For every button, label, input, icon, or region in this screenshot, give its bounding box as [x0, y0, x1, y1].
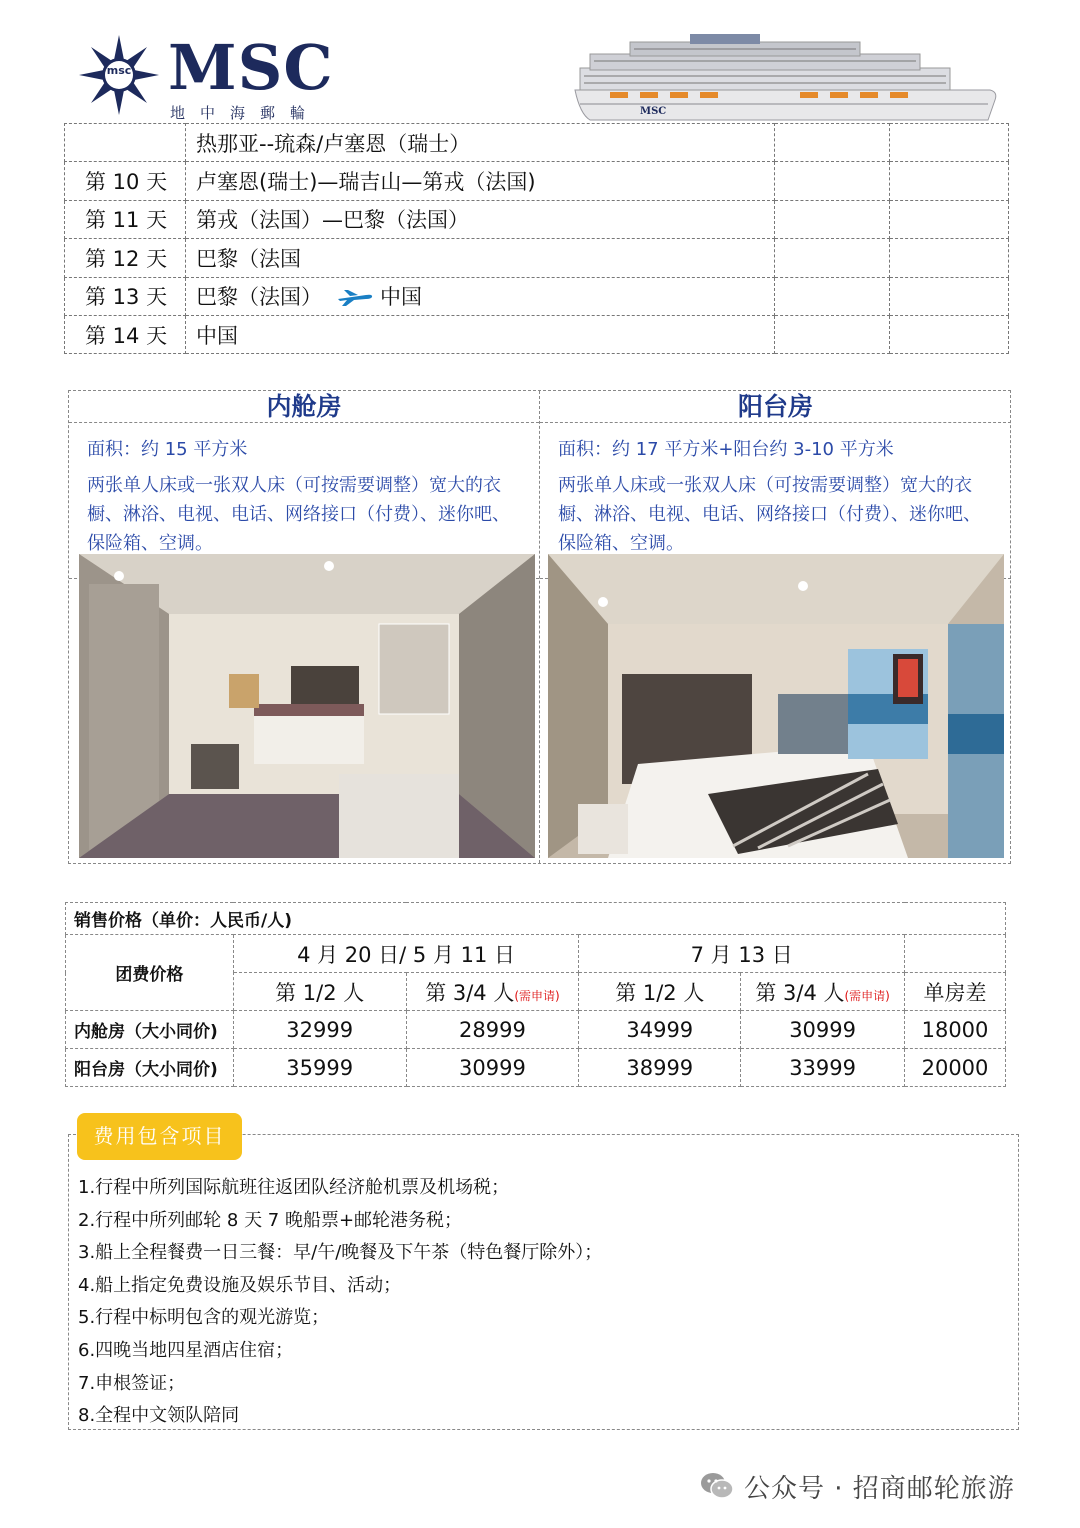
day-cell: 第 11 天 — [65, 200, 186, 238]
list-item: 6.四晚当地四星酒店住宿； — [78, 1339, 294, 1361]
empty-cell — [775, 162, 890, 200]
route-to: 中国 — [380, 285, 422, 310]
empty-cell — [890, 162, 1009, 200]
route-from: 巴黎（法国） — [196, 285, 322, 310]
msc-logo — [78, 30, 334, 122]
date-header-1: 4 月 20 日/ 5 月 11 日 — [233, 935, 579, 973]
apply-note: (需申请) — [844, 988, 890, 1003]
empty-cell — [775, 200, 890, 238]
route-cell — [186, 277, 775, 315]
wechat-watermark — [700, 1466, 1015, 1506]
inside-cabin-description: 两张单人床或一张双人床（可按需要调整）宽大的衣橱、淋浴、电视、电话、网络接口（付费）、迷你吧、保险箱、空调。 — [69, 467, 539, 579]
table-row — [65, 239, 1009, 277]
table-row — [65, 162, 1009, 200]
table-row — [66, 903, 1006, 935]
table-row — [66, 1011, 1006, 1049]
room-types-panel — [68, 390, 1011, 864]
brand-subtitle: 地中海郵輪 — [170, 104, 321, 122]
compass-star-icon — [78, 34, 160, 116]
balcony-cabin-area: 面积：约 17 平方米+阳台约 3-10 平方米 — [558, 439, 894, 460]
inside-cabin-photo — [79, 554, 535, 858]
day-cell: 第 14 天 — [65, 315, 186, 353]
watermark-text: 公众号 · 招商邮轮旅游 — [744, 1473, 1015, 1504]
empty-cell — [775, 277, 890, 315]
list-item: 1.行程中所列国际航班往返团队经济舱机票及机场税； — [78, 1177, 510, 1198]
list-item: 4.船上指定免费设施及娱乐节目、活动； — [78, 1274, 402, 1296]
day-cell: 第 13 天 — [65, 277, 186, 315]
empty-cell — [775, 124, 890, 162]
route-cell: 热那亚--琉森/卢塞恩（瑞士） — [186, 124, 775, 162]
inside-cabin-title: 内舱房 — [69, 391, 539, 423]
empty-cell — [775, 239, 890, 277]
price-cell: 28999 — [406, 1011, 579, 1049]
price-cell: 30999 — [741, 1011, 905, 1049]
list-item: 8.全程中文领队陪同 — [78, 1405, 240, 1427]
itinerary-table — [64, 123, 1009, 354]
route-cell: 巴黎（法国 — [186, 239, 775, 277]
price-cell: 34999 — [579, 1011, 741, 1049]
price-cell: 30999 — [406, 1049, 579, 1087]
table-row — [66, 1049, 1006, 1087]
price-cell: 20000 — [905, 1049, 1006, 1087]
apply-note: (需申请) — [514, 988, 560, 1003]
list-item: 2.行程中所列邮轮 8 天 7 晚船票+邮轮港务税； — [78, 1209, 463, 1231]
day-cell: 第 10 天 — [65, 162, 186, 200]
airplane-icon — [336, 289, 374, 307]
table-row — [66, 935, 1006, 973]
row-label-balcony: 阳台房（大小同价) — [66, 1049, 234, 1087]
route-cell: 中国 — [186, 315, 775, 353]
balcony-cabin-title: 阳台房 — [540, 391, 1011, 423]
balcony-cabin-photo — [548, 554, 1004, 858]
brand-name: MSC — [168, 31, 334, 104]
includes-badge: 费用包含项目 — [77, 1113, 242, 1160]
col-header-3rd-4th: 第 3/4 人(需申请) — [741, 973, 905, 1011]
includes-list — [78, 1172, 602, 1433]
list-item: 5.行程中标明包含的观光游览； — [78, 1307, 330, 1329]
price-table — [65, 902, 1006, 1087]
price-cell: 33999 — [741, 1049, 905, 1087]
route-cell: 卢塞恩(瑞士)—瑞吉山—第戎（法国) — [186, 162, 775, 200]
empty-cell — [890, 239, 1009, 277]
table-row — [65, 315, 1009, 353]
group-price-label: 团费价格 — [66, 935, 234, 1011]
empty-cell — [890, 124, 1009, 162]
single-supplement-header: 单房差 — [905, 973, 1006, 1011]
col-header-3rd-4th: 第 3/4 人(需申请) — [406, 973, 579, 1011]
empty-cell — [890, 315, 1009, 353]
cruise-ship-illustration — [570, 28, 1000, 124]
list-item: 7.申根签证； — [78, 1372, 186, 1394]
row-label-inside: 内舱房（大小同价) — [66, 1011, 234, 1049]
table-row — [65, 277, 1009, 315]
wechat-icon — [700, 1471, 734, 1501]
day-cell: 第 12 天 — [65, 239, 186, 277]
day-cell — [65, 124, 186, 162]
empty-cell — [775, 315, 890, 353]
empty-cell — [890, 277, 1009, 315]
empty-cell — [890, 200, 1009, 238]
inside-cabin-area: 面积：约 15 平方米 — [87, 439, 248, 460]
col-header-1st-2nd: 第 1/2 人 — [233, 973, 406, 1011]
date-header-2: 7 月 13 日 — [579, 935, 905, 973]
price-cell: 38999 — [579, 1049, 741, 1087]
price-cell: 18000 — [905, 1011, 1006, 1049]
balcony-cabin-column — [540, 391, 1011, 863]
price-cell: 32999 — [233, 1011, 406, 1049]
table-row — [65, 124, 1009, 162]
ship-hull-logo: MSC — [640, 106, 667, 117]
price-table-title: 销售价格（单价：人民币/人) — [66, 903, 1006, 935]
table-row — [65, 200, 1009, 238]
route-cell: 第戎（法国）—巴黎（法国） — [186, 200, 775, 238]
list-item: 3.船上全程餐费一日三餐：早/午/晚餐及下午茶（特色餐厅除外）； — [78, 1242, 603, 1264]
col-header-1st-2nd: 第 1/2 人 — [579, 973, 741, 1011]
balcony-cabin-description: 两张单人床或一张双人床（可按需要调整）宽大的衣橱、淋浴、电视、电话、网络接口（付费）、迷你吧、保险箱、空调。 — [540, 467, 1011, 579]
price-cell: 35999 — [233, 1049, 406, 1087]
inside-cabin-column — [69, 391, 540, 863]
logo-badge-text: msc — [106, 64, 132, 77]
empty-header-cell — [905, 935, 1006, 973]
